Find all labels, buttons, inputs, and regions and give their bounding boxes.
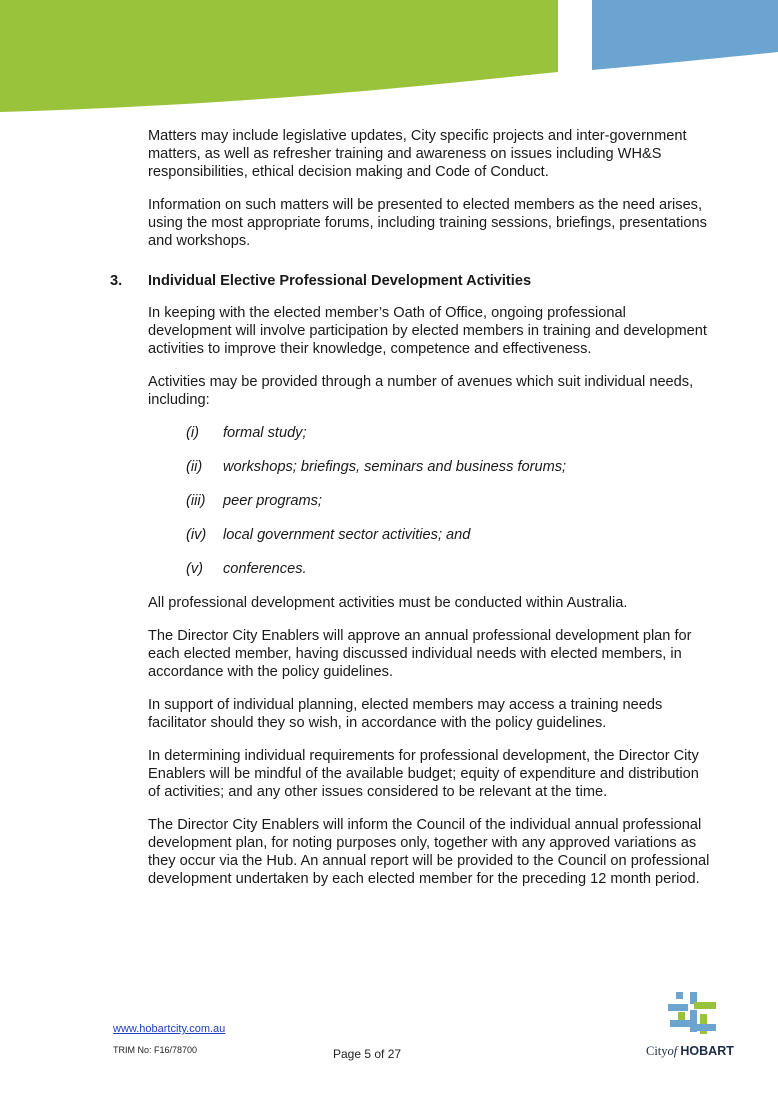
list-item [110, 560, 710, 578]
header-swoosh-graphic [0, 0, 778, 120]
body-paragraph: In keeping with the elected member’s Oath of Office, ongoing professional development will involve participation by elected members in training and development activities to improve their knowledge, competence and effectiveness. [148, 305, 707, 357]
intro-paragraph: Matters may include legislative updates, City specific projects and inter-government matters, as well as refresher training and awareness on issues including WH&S responsibilities, ethical decision making and Code of Conduct. [148, 128, 687, 180]
activities-list [110, 424, 710, 578]
list-item [110, 458, 710, 476]
list-item [110, 492, 710, 510]
intro-paragraph: Information on such matters will be presented to elected members as the need arises, using the most appropriate forums, including training sessions, briefings, presentations and workshops. [148, 197, 707, 249]
body-paragraph: All professional development activities must be conducted within Australia. [148, 595, 628, 611]
green-swoosh [0, 0, 558, 112]
city-of-hobart-logo [640, 992, 740, 1062]
list-item-number: (i) [186, 425, 199, 441]
list-item-text: local government sector activities; and [223, 527, 471, 543]
list-item-number: (iii) [186, 493, 206, 509]
body-paragraph: In support of individual planning, elected members may access a training needs facilitator should they so wish, in accordance with the policy guidelines. [148, 697, 663, 731]
section-heading [110, 272, 710, 290]
body-paragraph: The Director City Enablers will approve an annual professional development plan for each elected member, having discussed individual needs with elected members, in accordance with the policy guidelines. [148, 628, 692, 680]
section-title: Individual Elective Professional Development Activities [148, 273, 532, 289]
list-item-number: (v) [186, 561, 204, 577]
list-item-text: peer programs; [223, 493, 322, 509]
blue-swoosh [592, 0, 778, 70]
body-paragraph: The Director City Enablers will inform the Council of the individual annual professional development plan, for noting purposes only, together with any approved variations as they occur via the Hub. An annual report will be provided to the Council on professional development undertaken by each elected member for the preceding 12 month period. [148, 817, 710, 887]
section-number: 3. [110, 273, 123, 289]
logo-wordmark [646, 1044, 734, 1059]
body-paragraph: In determining individual requirements for professional development, the Director City Enablers will be mindful of the available budget; equity of expenditure and distribution of activities; and any other issues considered to be relevant at the time. [148, 748, 699, 800]
logo-mark-icon [668, 992, 718, 1036]
page-content [110, 127, 710, 903]
list-item-number: (ii) [186, 459, 203, 475]
footer-trim-number: TRIM No: F16/78700 [113, 1045, 198, 1055]
list-item-text: formal study; [223, 425, 307, 441]
logo-city: City [646, 1044, 668, 1058]
footer-page-number: Page 5 of 27 [333, 1047, 402, 1061]
list-item-text: conferences. [223, 561, 307, 577]
body-paragraph: Activities may be provided through a number of avenues which suit individual needs, including: [148, 374, 694, 408]
logo-of: of [667, 1044, 678, 1058]
list-item-number: (iv) [186, 527, 207, 543]
list-item-text: workshops; briefings, seminars and business forums; [223, 459, 567, 475]
footer-website-link[interactable]: www.hobartcity.com.au [113, 1023, 226, 1035]
list-item [110, 526, 710, 544]
list-item [110, 424, 710, 442]
logo-hobart: HOBART [680, 1044, 734, 1058]
